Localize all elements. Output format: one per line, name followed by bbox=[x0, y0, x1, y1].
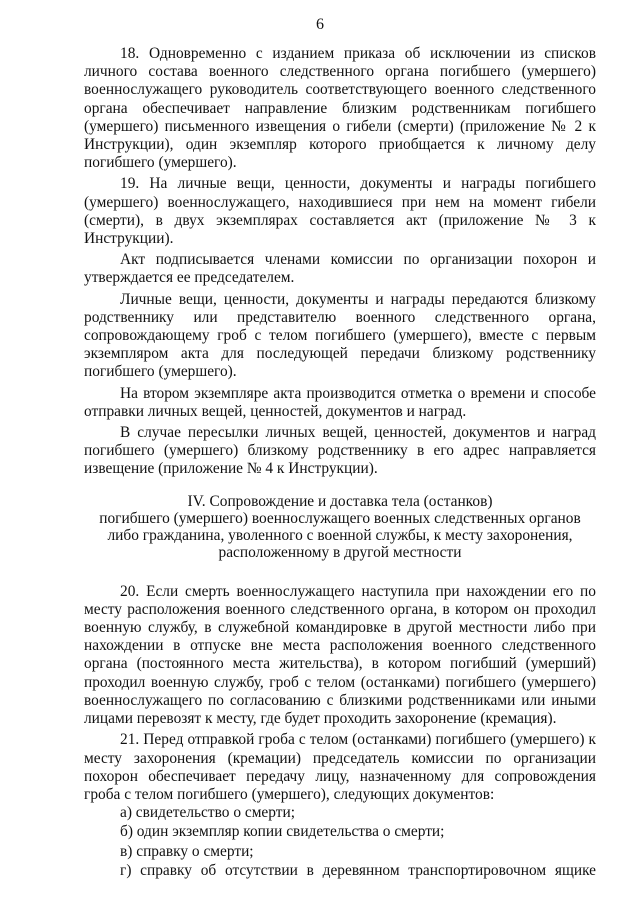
paragraph-personal-items: Личные вещи, ценности, документы и награды передаются близкому родственнику или представителю военного следственного органа, сопровождающему гроб с телом погибшего (умершего), вместе с первым экземпляром акта для последующей передачи близкому родственнику погибшего (умершего). bbox=[84, 290, 596, 381]
paragraph-20: 20. Если смерть военнослужащего наступила при нахождении его по месту расположения военного следственного органа, в котором он проходил военную службу, в служебной командировке в другой местности либо при нахождении в отпуске вне места расположения военного следственного органа (постоянного места жительства), в котором погибший (умерший) проходил военную службу, гроб с телом (останками) погибшего (умершего) военнослужащего по согласованию с близкими родственниками или иными лицами перевозят к месту, где будет проходить захоронение (кремация). bbox=[84, 582, 596, 728]
document-body bbox=[84, 45, 596, 880]
page-number: 6 bbox=[316, 16, 324, 33]
section-heading-line-3: либо гражданина, уволенного с военной службы, к месту захоронения, bbox=[107, 526, 573, 544]
paragraph-19: 19. На личные вещи, ценности, документы и награды погибшего (умершего) военнослужащего, находившиеся при нем на момент гибели (смерти), в двух экземплярах составляется акт (приложение № 3 к Инструкции). bbox=[84, 175, 596, 248]
paragraph-21: 21. Перед отправкой гроба с телом (останками) погибшего (умершего) к месту захоронения (кремации) председатель комиссии по организации похорон обеспечивает передачу лицу, назначенному для сопровождения гроба с телом погибшего (умершего), следующих документов: bbox=[84, 731, 596, 803]
list-item-c: в) справку о смерти; bbox=[120, 842, 254, 860]
section-heading-line-4: расположенному в другой местности bbox=[218, 543, 462, 561]
list-item-d: г) справку об отсутствии в деревянном транспортировочном ящике bbox=[120, 861, 596, 879]
list-item-b: б) один экземпляр копии свидетельства о смерти; bbox=[120, 823, 445, 841]
paragraph-second-copy: На втором экземпляре акта производится отметка о времени и способе отправки личных вещей, ценностей, документов и наград. bbox=[84, 384, 596, 420]
section-heading bbox=[84, 493, 596, 561]
paragraph-act-signing: Акт подписывается членами комиссии по организации похорон и утверждается ее председателем. bbox=[84, 251, 596, 287]
paragraph-18: 18. Одновременно с изданием приказа об исключении из списков личного состава военного следственного органа погибшего (умершего) военнослужащего руководитель соответствующего военного следственного органа обеспечивает направление близким родственникам погибшего (умершего) письменного извещения о гибели (смерти) (приложение № 2 к Инструкции), один экземпляр которого приобщается к личному делу погибшего (умершего). bbox=[84, 45, 596, 172]
section-heading-line-1: IV. Сопровождение и доставка тела (останков) bbox=[187, 492, 493, 510]
list-item-a: а) свидетельство о смерти; bbox=[120, 804, 295, 822]
section-heading-line-2: погибшего (умершего) военнослужащего военных следственных органов bbox=[99, 509, 581, 527]
paragraph-forwarding: В случае пересылки личных вещей, ценностей, документов и наград погибшего (умершего) близкому родственнику в его адрес направляется извещение (приложение № 4 к Инструкции). bbox=[84, 424, 596, 478]
